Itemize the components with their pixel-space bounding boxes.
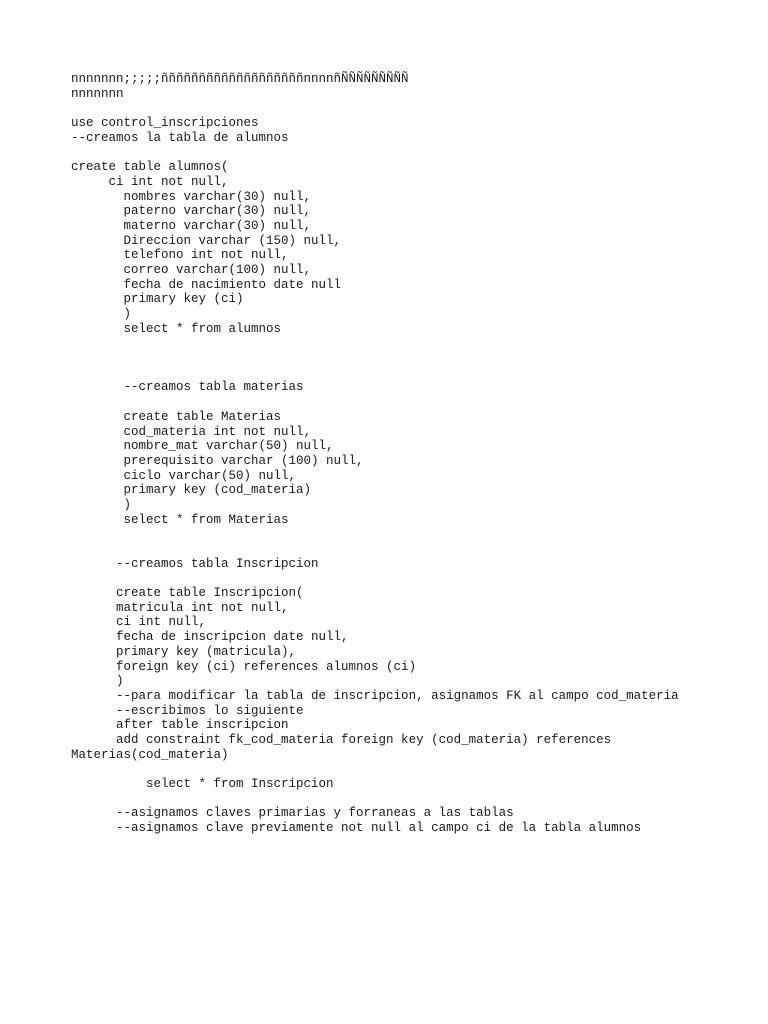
blank-line [71,395,751,410]
line-text: create table Materias [123,409,282,424]
text-line [71,410,751,425]
text-line [71,425,751,440]
line-text: ci int null, [116,615,207,630]
text-line [71,204,751,219]
line-text: select * from Materias [123,512,289,527]
text-line [71,777,751,792]
line-indent [71,190,124,204]
line-text: select * from Inscripcion [146,777,334,791]
blank-line [71,571,751,586]
line-text: add constraint fk_cod_materia foreign key (cod_materia) references [116,732,612,747]
line-indent [71,513,124,527]
line-indent [71,454,124,468]
line-indent [71,175,109,189]
line-text: telefono int not null, [123,248,289,263]
text-line [71,87,751,102]
text-line [71,234,751,249]
text-line [71,557,751,572]
line-indent [71,645,116,659]
line-indent [71,718,116,732]
line-indent [71,278,124,292]
text-line [71,278,751,293]
blank-line [71,527,751,542]
line-indent [71,425,124,439]
line-text: Direccion varchar (150) null, [123,233,342,248]
line-indent [71,586,116,600]
blank-line [71,366,751,381]
line-indent [71,660,116,674]
line-text: after table inscripcion [116,718,289,733]
blank-line [71,101,751,116]
line-text: --creamos tabla materias [123,380,304,395]
line-text: foreign key (ci) references alumnos (ci) [116,659,417,674]
text-line [71,718,751,733]
line-text: --asignamos claves primarias y forraneas a las tablas [116,806,514,821]
line-indent [71,322,124,336]
line-text: ci int not null, [108,174,229,189]
line-text: ) [123,307,132,321]
text-line [71,219,751,234]
line-indent [71,292,124,306]
text-line [71,322,751,337]
text-line [71,116,751,131]
line-indent [71,234,124,248]
line-text: ) [123,497,132,512]
line-indent [71,380,124,394]
text-line [71,689,751,704]
text-line [71,483,751,498]
line-indent [71,483,124,497]
line-indent [71,704,116,718]
line-indent [71,806,116,820]
text-line [71,160,751,175]
text-line [71,513,751,528]
line-text: Materias(cod_materia) [71,747,229,762]
text-line [71,645,751,660]
line-text: primary key (ci) [123,292,244,307]
line-text: fecha de inscripcion date null, [116,630,349,645]
text-line [71,704,751,719]
text-line [71,748,751,763]
line-text: cod_materia int not null, [123,424,312,439]
text-line [71,586,751,601]
line-text: --creamos tabla Inscripcion [116,556,319,571]
line-indent [71,307,124,321]
text-line [71,175,751,190]
line-indent [71,733,116,747]
line-text: nombres varchar(30) null, [123,189,312,204]
text-line [71,498,751,513]
line-indent [71,410,124,424]
line-text: fecha de nacimiento date null [123,277,342,292]
line-text: --escribimos lo siguiente [116,703,304,718]
line-text: select * from alumnos [123,321,282,336]
text-line [71,307,751,322]
line-text: primary key (matricula), [116,644,297,659]
line-indent [71,821,116,835]
line-text: prerequisito varchar (100) null, [123,453,364,468]
line-text: --asignamos clave previamente not null al campo ci de la tabla alumnos [116,821,642,836]
text-line [71,292,751,307]
line-text: ) [116,674,124,689]
line-indent [71,630,116,644]
text-line [71,380,751,395]
line-text: --para modificar la tabla de inscripcion, asignamos FK al campo cod_materia [116,688,679,703]
line-text: materno varchar(30) null, [123,218,312,233]
line-indent [71,557,116,571]
text-line [71,263,751,278]
blank-line [71,542,751,557]
line-indent [71,601,116,615]
line-text: paterno varchar(30) null, [123,204,312,219]
line-indent [71,498,124,512]
text-line [71,131,751,146]
line-text: create table alumnos( [71,160,229,175]
blank-line [71,762,751,777]
text-line [71,248,751,263]
text-line [71,806,751,821]
text-line [71,454,751,469]
line-indent [71,219,124,233]
text-line [71,72,751,87]
text-line [71,615,751,630]
text-line [71,190,751,205]
blank-line [71,145,751,160]
line-text: ciclo varchar(50) null, [123,468,297,483]
line-indent [71,248,124,262]
text-line [71,630,751,645]
text-line [71,733,751,748]
line-indent [71,674,116,688]
line-text: primary key (cod_materia) [123,483,312,498]
line-indent [71,439,124,453]
line-text: nnnnnnn;;;;;ñññññññññññññññññññnnnnñÑÑÑÑÑÑÑÑÑ [71,72,409,86]
line-text: nombre_mat varchar(50) null, [123,439,334,454]
line-indent [71,204,124,218]
text-line [71,674,751,689]
text-line [71,660,751,675]
blank-line [71,351,751,366]
line-text: nnnnnnn [71,86,124,101]
line-indent [71,469,124,483]
blank-line [71,336,751,351]
line-indent [71,689,116,703]
line-indent [71,777,146,791]
text-line [71,439,751,454]
document-body [71,72,751,836]
text-line [71,601,751,616]
text-line [71,469,751,484]
line-text: matricula int not null, [116,600,289,615]
blank-line [71,792,751,807]
line-text: correo varchar(100) null, [123,262,312,277]
line-indent [71,263,124,277]
line-text: create table Inscripcion( [116,586,304,601]
line-text: use control_inscripciones [71,116,259,131]
line-indent [71,615,116,629]
line-text: --creamos la tabla de alumnos [71,130,289,145]
text-line [71,821,751,836]
